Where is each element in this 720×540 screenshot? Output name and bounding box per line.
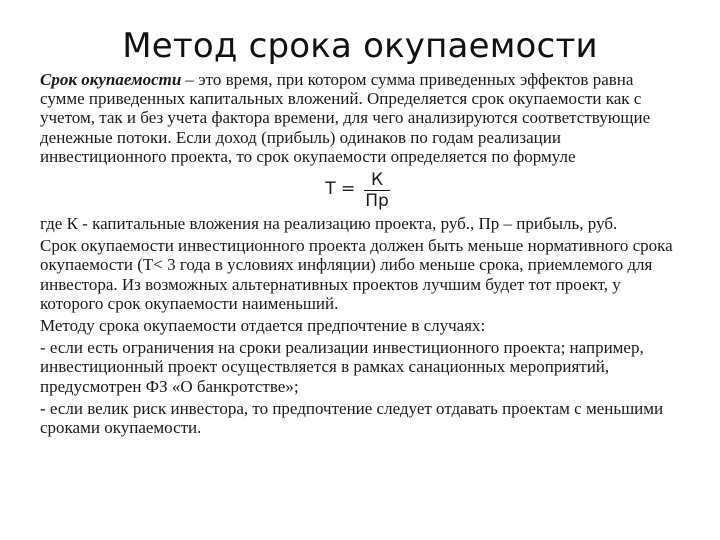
- preference-paragraph: Методу срока окупаемости отдается предпочтение в случаях:: [40, 316, 486, 336]
- definition-text: – это время, при котором сумма приведенных эффектов равна сумме приведенных капитальных вложений. Определяется срок окупаемости как с учетом, так и без учета фактора времени, для чего анализируются соответствующие денежные потоки. Если доход (прибыль) одинаков по годам реализации инвестиционного проекта, то срок окупаемости определяется по формуле: [40, 70, 651, 166]
- formula-lhs: Т =: [325, 179, 356, 200]
- definition-term: Срок окупаемости: [40, 70, 182, 89]
- slide-body: [40, 70, 680, 437]
- case-2-paragraph: - если велик риск инвестора, то предпочтение следует отдавать проектам с меньшими сроками окупаемости.: [40, 398, 664, 438]
- payback-formula: [40, 166, 680, 214]
- norm-paragraph: Срок окупаемости инвестиционного проекта должен быть меньше нормативного срока окупаемости (Т< 3 года в условиях инфляции) либо меньше срока, приемлемого для инвестора. Из возможных альтернативных проектов лучшим будет тот проект, у которого срок окупаемости наименьший.: [40, 236, 673, 313]
- case-1-paragraph: - если есть ограничения на сроки реализации инвестиционного проекта; например, инвестиционный проект осуществляется в рамках санационных мероприятий, предусмотрен ФЗ «О банкротстве»;: [40, 338, 644, 396]
- formula-denominator: Пр: [365, 190, 389, 211]
- where-paragraph: где К - капитальные вложения на реализацию проекта, руб., Пр – прибыль, руб.: [40, 214, 618, 234]
- formula-fraction: [359, 170, 395, 211]
- formula-numerator: К: [370, 169, 384, 190]
- definition-paragraph: [40, 70, 680, 166]
- slide-title: Метод срока окупаемости: [122, 26, 598, 66]
